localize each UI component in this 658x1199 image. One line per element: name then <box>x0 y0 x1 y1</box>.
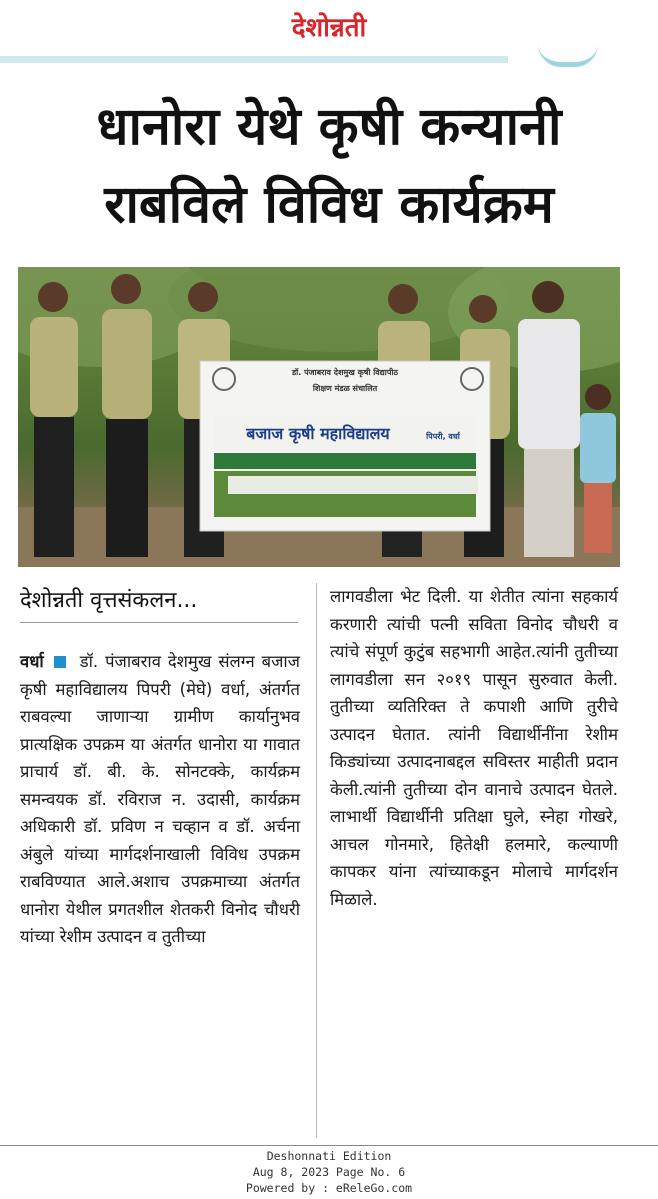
dateline: वर्धा <box>20 652 44 671</box>
article-text-right: लागवडीला भेट दिली. या शेतीत त्यांना सहकार्य करणारी त्यांची पत्नी सविता विनोद चौधरी व त्यांचे संपूर्ण कुटुंब सहभागी आहेत.त्यांनी तुतीच्या लागवडीला सन २०१९ पासून सुरुवात केली. तुतीच्या व्यतिरिक्त ते कपाशी आणि तुरीचे उत्पादन घेतात. त्यांनी विद्यार्थीनींना रेशीम किड्यांच्या उत्पादनाबद्दल सविस्तर माहीती प्रदान केली.त्यांनी तुतीच्या दोन वानाचे उत्पादन घेतले. लाभार्थी विद्यार्थीनी प्रतिक्षा घुले, स्नेहा गोखरे, आचल गोनमारे, हितेक्षी हलमारे, कल्याणी कापकर यांना त्यांच्याकडून मोलाचे मार्गदर्शन मिळाले. <box>330 587 618 909</box>
footer-edition: Deshonnati Edition <box>266 1149 392 1163</box>
banner-title: बजाज कृषी महाविद्यालय <box>246 424 390 443</box>
column-divider <box>316 583 317 1138</box>
masthead-band <box>0 56 508 63</box>
article-column-left <box>20 648 300 951</box>
headline-line-1: धानोरा येथे कृषी कन्यानी <box>96 97 562 157</box>
banner <box>200 361 490 531</box>
person-2 <box>102 274 152 557</box>
byline: देशोन्नती वृत्तसंकलन... <box>20 584 298 623</box>
banner-line-2: शिक्षण मंडळ संचालित <box>312 384 378 393</box>
person-6 <box>518 281 580 557</box>
banner-place: पिपरी, वर्धा <box>426 432 460 441</box>
person-1 <box>30 282 78 557</box>
dateline-square-icon <box>54 656 66 668</box>
headline-line-2: राबविले विविध कार्यक्रम <box>104 175 554 235</box>
masthead-arc <box>538 44 598 67</box>
news-photo <box>18 267 620 567</box>
photo-illustration <box>18 267 620 567</box>
article-text-left: डॉ. पंजाबराव देशमुख संलग्न बजाज कृषी महाविद्यालय पिपरी (मेघे) वर्धा, अंतर्गत राबवल्या जाणाऱ्या ग्रामीण कार्यानुभव प्रात्यक्षिक उपक्रम या अंतर्गत धानोरा या गावात प्राचार्य डॉ. बी. के. सोनटक्के, कार्यक्रम समन्वयक डॉ. रविराज न. उदासी, कार्यक्रम अधिकारी डॉ. प्रविण न चव्हान व डॉ. अर्चना अंबुले यांच्या मार्गदर्शनाखाली विविध उपक्रम राबविण्यात आले.अशाच उपक्रमाच्या अंतर्गत धानोरा येथील प्रगतशील शेतकरी विनोद चौधरी यांच्या रेशीम उत्पादन व तुतीच्या <box>20 652 300 946</box>
article-column-right <box>330 583 618 913</box>
footer-divider <box>0 1145 658 1146</box>
masthead-logo: देशोन्नती <box>291 13 367 43</box>
footer-date-page: Aug 8, 2023 Page No. 6 <box>252 1165 406 1179</box>
banner-line-1: डॉ. पंजाबराव देशमुख कृषी विद्यापीठ <box>291 368 399 377</box>
footer-powered-by: Powered by : eReleGo.com <box>245 1181 413 1195</box>
headline <box>0 88 658 244</box>
footer <box>0 1148 658 1196</box>
child <box>580 384 616 553</box>
